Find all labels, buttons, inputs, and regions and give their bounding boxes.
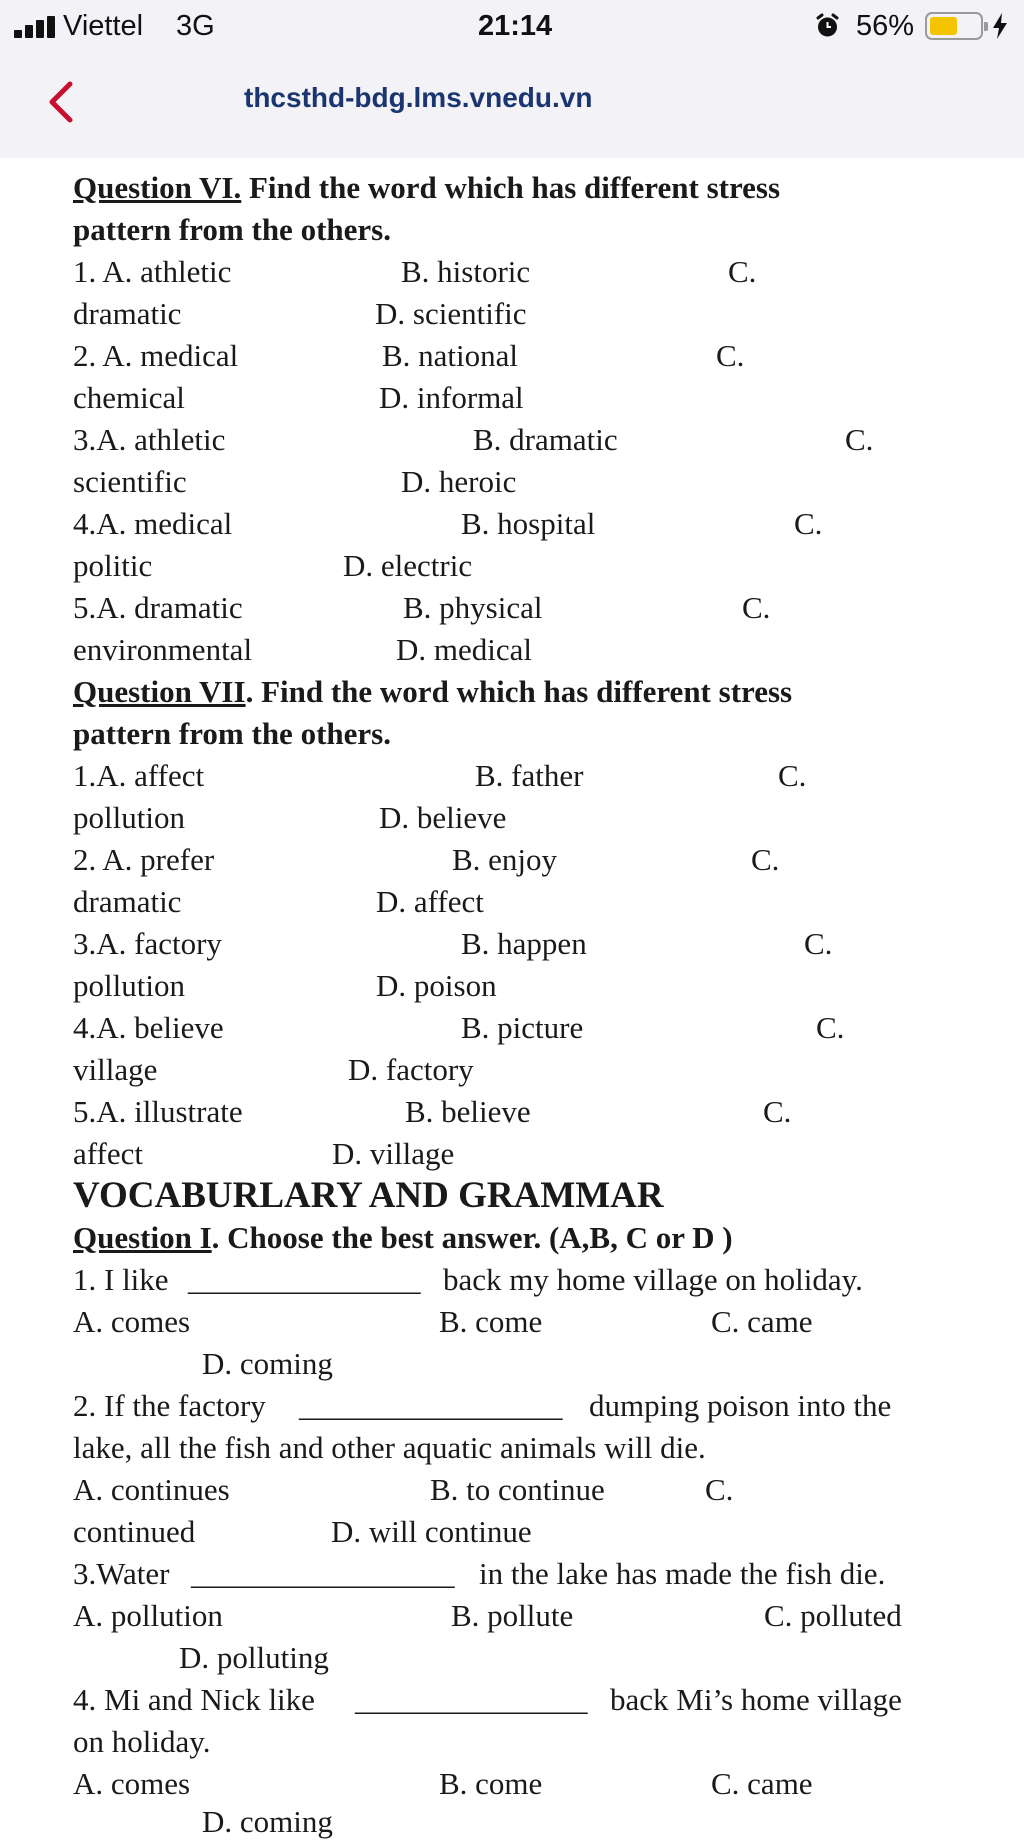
q1-item-2-options-cont: continued D. will continue [73,1514,532,1549]
q1-item-1-stem: 1. I like _______________ back my home village on holiday. [0,1259,1024,1301]
q6-item-3: 3.A. athletic B. dramatic C. [73,422,874,457]
q6-item-5-cont: environmental D. medical [73,632,533,667]
q6-item-4: 4.A. medical B. hospital C. [73,506,823,541]
battery-level-fill [930,17,957,35]
q7-item-4-cont: village D. factory [73,1052,474,1087]
signal-icon [14,16,58,38]
carrier-name: Viettel [63,10,144,42]
q6-item-1: 1. A. athletic B. historic C. [73,254,757,289]
answer-blank: _______________ [355,1682,588,1717]
q1-item-3-stem: 3.Water _________________ in the lake has made the fish die. [0,1553,1024,1595]
section-heading: VOCABURLARY AND GRAMMAR [73,1175,664,1216]
q7-instruction: . Find the word which has different stress [245,674,793,709]
q7-heading-cont: pattern from the others. [73,716,391,751]
url-display[interactable]: thcsthd-bdg.lms.vnedu.vn [244,82,593,113]
q7-item-3-cont: pollution D. poison [73,968,497,1003]
q1-item-2-stem-cont: lake, all the fish and other aquatic animals will die. [73,1430,706,1465]
answer-blank: _________________ [191,1556,455,1591]
q6-heading-cont: pattern from the others. [73,212,391,247]
q7-label: Question VII [73,674,246,709]
alarm-icon [815,13,840,38]
charging-icon [990,12,1010,40]
q6-item-3-cont: scientific D. heroic [73,464,517,499]
q1-item-3-options-cont: D. polluting [179,1640,329,1675]
q1-instruction: . Choose the best answer. (A,B, C or D ) [211,1220,733,1255]
q1-item-4-options-cont: D. coming [202,1804,333,1839]
q1-item-4-stem-cont: on holiday. [73,1724,211,1759]
q7-item-3: 3.A. factory B. happen C. [73,926,833,961]
battery-percent: 56% [856,10,915,42]
status-bar [0,0,1024,52]
q6-item-2-cont: chemical D. informal [73,380,524,415]
q7-item-2: 2. A. prefer B. enjoy C. [73,842,780,877]
answer-blank: _______________ [188,1262,421,1297]
q1-item-1-options: A. comes B. come C. came [73,1304,813,1339]
q7-item-2-cont: dramatic D. affect [73,884,484,919]
q1-heading [0,1217,1024,1259]
q6-item-1-cont: dramatic D. scientific [73,296,527,331]
q1-label: Question I [73,1220,212,1255]
q6-instruction: Find the word which has different stress [241,170,781,205]
q7-item-1-cont: pollution D. believe [73,800,507,835]
q1-item-4-options: A. comes B. come C. came [73,1766,813,1801]
clock: 21:14 [478,10,553,42]
browser-nav-bar [0,52,1024,158]
q7-heading [0,671,1024,713]
chevron-left-icon[interactable] [42,78,82,126]
q7-item-5-cont: affect D. village [73,1136,455,1171]
q6-item-2: 2. A. medical B. national C. [73,338,745,373]
q6-heading [0,167,1024,209]
document-view [0,158,1024,1839]
q1-item-2-stem: 2. If the factory _________________ dumping poison into the [0,1385,1024,1427]
q1-item-3-options: A. pollution B. pollute C. polluted [73,1598,902,1633]
answer-blank: _________________ [299,1388,563,1423]
q1-item-4-stem: 4. Mi and Nick like _______________ back Mi’s home village [0,1679,1024,1721]
network-type: 3G [176,10,215,42]
q1-item-2-options: A. continues B. to continue C. [73,1472,734,1507]
q7-item-5: 5.A. illustrate B. believe C. [73,1094,792,1129]
q7-item-4: 4.A. believe B. picture C. [73,1010,845,1045]
q1-item-1-options-cont: D. coming [202,1346,333,1381]
q6-item-5: 5.A. dramatic B. physical C. [73,590,771,625]
q6-label: Question VI. [73,170,242,205]
q6-item-4-cont: politic D. electric [73,548,473,583]
q7-item-1: 1.A. affect B. father C. [73,758,807,793]
battery-icon [925,12,983,40]
